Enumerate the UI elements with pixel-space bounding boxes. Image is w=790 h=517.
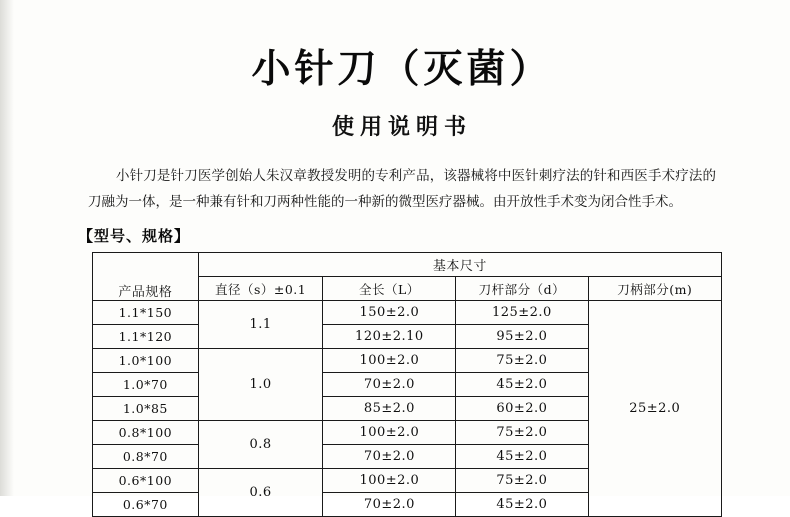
page-title: 小针刀（灭菌） <box>251 46 553 92</box>
cell-total-length: 120±2.10 <box>323 325 456 349</box>
cell-rod-part: 125±2.0 <box>456 301 588 325</box>
cell-rod-part: 75±2.0 <box>456 469 588 493</box>
scan-edge <box>0 0 14 496</box>
cell-handle-part: 25±2.0 <box>588 301 721 517</box>
cell-diameter: 0.8 <box>198 421 323 469</box>
table-row <box>93 301 722 325</box>
column-header-total-length: 全长（L） <box>323 277 456 301</box>
cell-total-length: 70±2.0 <box>323 373 456 397</box>
document-content <box>14 0 790 512</box>
cell-total-length: 70±2.0 <box>323 445 456 469</box>
cell-product-spec: 1.0*70 <box>93 373 199 397</box>
cell-product-spec: 0.8*100 <box>93 421 199 445</box>
cell-rod-part: 95±2.0 <box>456 325 588 349</box>
cell-total-length: 85±2.0 <box>323 397 456 421</box>
cell-diameter: 1.1 <box>198 301 323 349</box>
cell-product-spec: 1.1*120 <box>93 325 199 349</box>
cell-rod-part: 60±2.0 <box>456 397 588 421</box>
cell-total-length: 100±2.0 <box>323 349 456 373</box>
column-header-handle-part: 刀柄部分(m) <box>588 277 721 301</box>
cell-rod-part: 45±2.0 <box>456 373 588 397</box>
cell-total-length: 100±2.0 <box>323 421 456 445</box>
cell-diameter: 1.0 <box>198 349 323 421</box>
cell-rod-part: 75±2.0 <box>456 349 588 373</box>
section-heading-model-spec: 【型号、规格】 <box>78 227 191 245</box>
cell-product-spec: 1.0*100 <box>93 349 199 373</box>
page-subtitle: 使用说明书 <box>331 114 472 140</box>
column-header-product-spec: 产品规格 <box>93 253 199 301</box>
cell-total-length: 150±2.0 <box>323 301 456 325</box>
cell-product-spec: 0.6*100 <box>93 469 199 493</box>
cell-product-spec: 1.0*85 <box>93 397 199 421</box>
column-header-diameter: 直径（s）±0.1 <box>198 277 323 301</box>
cell-rod-part: 45±2.0 <box>456 445 588 469</box>
cell-rod-part: 45±2.0 <box>456 493 588 517</box>
cell-rod-part: 75±2.0 <box>456 421 588 445</box>
cell-product-spec: 1.1*150 <box>93 301 199 325</box>
column-header-rod-part: 刀杆部分（d） <box>456 277 588 301</box>
cell-total-length: 70±2.0 <box>323 493 456 517</box>
table-header-row-1 <box>93 253 722 277</box>
intro-paragraph: 小针刀是针刀医学创始人朱汉章教授发明的专利产品，该器械将中医针刺疗法的针和西医手术疗法的刀融为一体，是一种兼有针和刀两种性能的一种新的微型医疗器械。由开放性手术变为闭合性手术。 <box>88 168 716 210</box>
specification-table <box>92 252 722 517</box>
cell-total-length: 100±2.0 <box>323 469 456 493</box>
cell-product-spec: 0.6*70 <box>93 493 199 517</box>
column-header-basic-size: 基本尺寸 <box>198 253 721 277</box>
cell-diameter: 0.6 <box>198 469 323 517</box>
cell-product-spec: 0.8*70 <box>93 445 199 469</box>
